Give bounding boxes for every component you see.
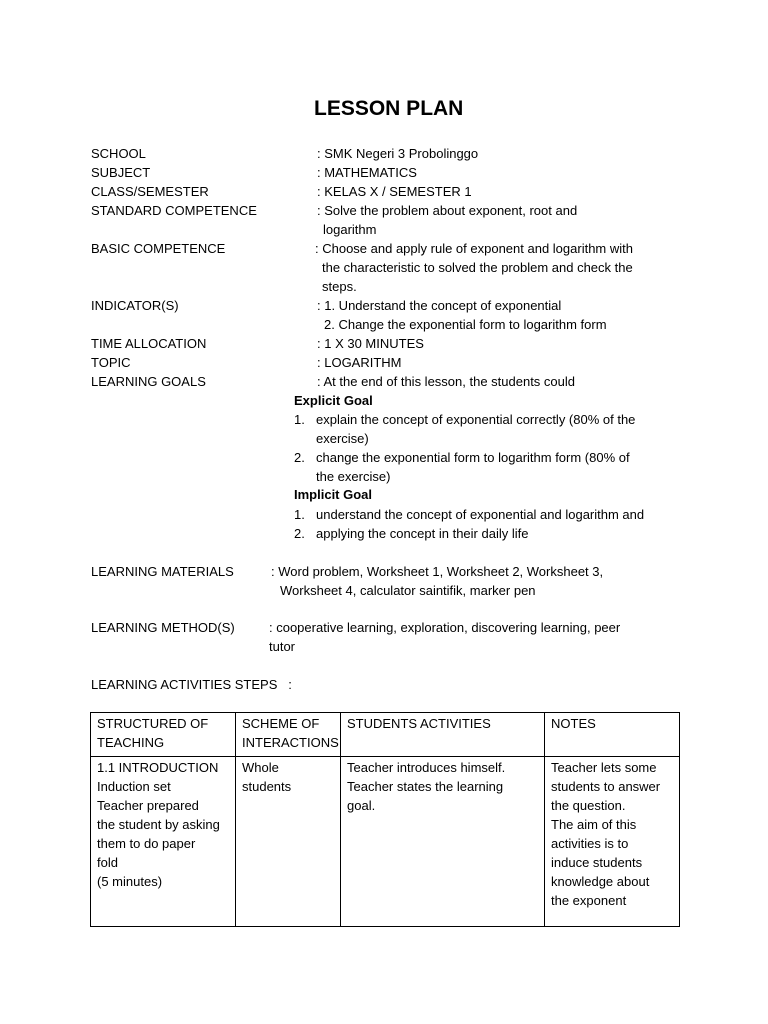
indicator-value-line-2: 2. Change the exponential form to logarithm form (324, 317, 607, 332)
cell-students-activities: Teacher introduces himself. Teacher states the learning goal. (341, 757, 545, 927)
subject-label: SUBJECT (91, 165, 151, 180)
standard-competence-value-line-2: logarithm (323, 222, 377, 237)
basic-competence-value-line-1: : Choose and apply rule of exponent and logarithm with (315, 241, 633, 256)
implicit-goal-item-1-number: 1. (294, 507, 305, 522)
cell-scheme-of-interactions: Whole students (236, 757, 341, 927)
indicator-value-line-1: : 1. Understand the concept of exponential (317, 298, 562, 313)
learning-methods-label: LEARNING METHOD(S) (91, 620, 235, 635)
explicit-goal-item-1-number: 1. (294, 412, 305, 427)
topic-label: TOPIC (91, 355, 131, 370)
time-allocation-label: TIME ALLOCATION (91, 336, 207, 351)
indicator-label: INDICATOR(S) (91, 298, 179, 313)
explicit-goal-item-2-line-1: change the exponential form to logarithm form (80% of (316, 450, 630, 465)
explicit-goal-item-1-line-2: exercise) (316, 431, 369, 446)
learning-goals-value: : At the end of this lesson, the students could (317, 374, 576, 389)
header-scheme-of-interactions: SCHEME OF INTERACTIONS (236, 713, 341, 757)
cell-notes: Teacher lets some students to answer the question. The aim of this activities is to induce students knowledge about the exponent (545, 757, 680, 927)
explicit-goal-item-2-line-2: the exercise) (316, 469, 391, 484)
cell-structured-of-teaching: 1.1 INTRODUCTION Induction set Teacher prepared the student by asking them to do paper fold (5 minutes) (91, 757, 236, 927)
school-label: SCHOOL (91, 146, 146, 161)
learning-methods-value-line-2: tutor (269, 639, 296, 654)
school-value: : SMK Negeri 3 Probolinggo (317, 146, 479, 161)
learning-materials-value-line-2: Worksheet 4, calculator saintifik, marker pen (280, 583, 536, 598)
learning-activities-table (90, 712, 680, 927)
time-allocation-value: : 1 X 30 MINUTES (317, 336, 424, 351)
subject-value: : MATHEMATICS (317, 165, 417, 180)
basic-competence-label: BASIC COMPETENCE (91, 241, 226, 256)
table-row (91, 757, 680, 927)
learning-materials-value-line-1: : Word problem, Worksheet 1, Worksheet 2, Worksheet 3, (271, 564, 604, 579)
basic-competence-value-line-3: steps. (322, 279, 357, 294)
explicit-goal-heading: Explicit Goal (294, 393, 373, 408)
page-title: LESSON PLAN (314, 97, 464, 120)
implicit-goal-item-2-text: applying the concept in their daily life (316, 526, 529, 541)
implicit-goal-heading: Implicit Goal (294, 487, 373, 502)
header-structured-of-teaching: STRUCTURED OF TEACHING (91, 713, 236, 757)
explicit-goal-item-2-number: 2. (294, 450, 305, 465)
class-semester-value: : KELAS X / SEMESTER 1 (317, 184, 472, 199)
implicit-goal-item-2-number: 2. (294, 526, 305, 541)
header-students-activities: STUDENTS ACTIVITIES (341, 713, 545, 757)
header-notes: NOTES (545, 713, 680, 757)
class-semester-label: CLASS/SEMESTER (91, 184, 209, 199)
standard-competence-label: STANDARD COMPETENCE (91, 203, 257, 218)
topic-value: : LOGARITHM (317, 355, 402, 370)
learning-materials-label: LEARNING MATERIALS (91, 564, 234, 579)
learning-goals-label: LEARNING GOALS (91, 374, 206, 389)
basic-competence-value-line-2: the characteristic to solved the problem and check the (322, 260, 633, 275)
standard-competence-value-line-1: : Solve the problem about exponent, root and (317, 203, 578, 218)
learning-methods-value-line-1: : cooperative learning, exploration, discovering learning, peer (269, 620, 621, 635)
table-header-row (91, 713, 680, 757)
explicit-goal-item-1-line-1: explain the concept of exponential correctly (80% of the (316, 412, 636, 427)
learning-activities-steps-label: LEARNING ACTIVITIES STEPS : (91, 677, 292, 692)
implicit-goal-item-1-text: understand the concept of exponential and logarithm and (316, 507, 645, 522)
